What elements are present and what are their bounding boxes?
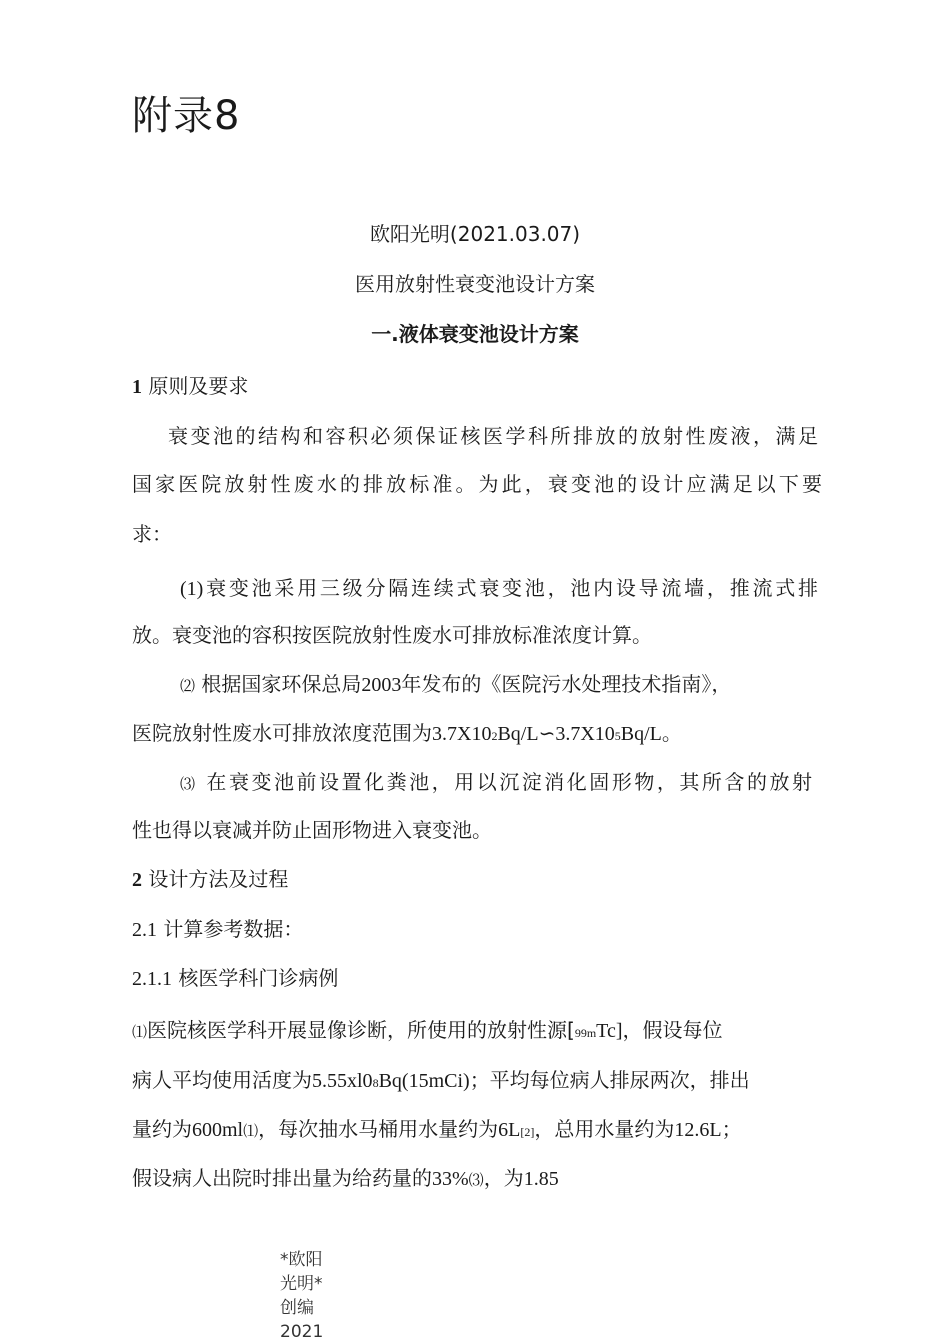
item-4-text-e: 量约为 [132,1117,192,1141]
paragraph-5-line-4 [132,1164,822,1194]
isotope-mass: 99m [574,1026,597,1040]
ref-1: ⑴ [243,1122,259,1140]
ref-3: ⑶ [468,1171,484,1189]
paragraph-1-line-2: 国家医院放射性废水的排放标准。为此，衰变池的设计应满足以下要 [132,472,822,496]
document-title: 医用放射性衰变池设计方案 [355,272,595,296]
item-4-text-d: ；平均每位病人排尿两次，排出 [469,1068,750,1092]
item-1-text: 衰变池采用三级分隔连续式衰变池，池内设导流墙，推流式排 [203,576,818,600]
paragraph-3-line-2 [132,719,822,750]
item-3-number: ⑶ [180,775,198,793]
activity-exponent: 8 [372,1076,379,1090]
activity-unit: Bq(15mCi) [378,1070,470,1092]
urine-volume: 600ml [192,1119,244,1141]
total-water: 12.6L [674,1119,722,1141]
paragraph-2-line-1 [180,574,818,603]
range-low-exponent: 2 [491,729,498,743]
heading-2 [132,865,822,894]
appendix-title: 附录8 [132,93,241,139]
item-2-number: ⑵ [180,677,196,695]
range-unit-high: Bq/L∽3.7X10 [497,723,615,745]
section-title: 一.液体衰变池设计方案 [371,322,579,346]
paragraph-4-line-1 [180,768,812,798]
item-1-number: (1) [180,578,204,600]
heading-2-label: 设计方法及过程 [148,867,289,891]
heading-2-1-1-number: 2.1.1 [132,968,172,990]
item-2-year: 2003 [361,674,402,696]
heading-2-1-1 [132,964,822,993]
item-4-text-g: ，总用水量约为 [534,1117,675,1141]
footer-note: *欧阳光明*创编2021 [280,1250,324,1342]
item-4-text-h: ； [721,1117,742,1141]
heading-2-1-1-label: 核医学科门诊病例 [178,966,339,990]
isotope-symbol: Tc] [596,1020,623,1042]
item-4-text-f: ，每次抽水马桶用水量约为 [258,1117,499,1141]
range-end: 。 [661,721,682,745]
paragraph-4-line-2: 性也得以衰减并防止固形物进入衰变池。 [132,818,492,842]
excretion-value: 1.85 [523,1168,559,1190]
flush-volume: 6L [498,1119,521,1141]
heading-2-1-label: 计算参考数据： [163,917,304,941]
item-2-text-b: 年发布的《医院污水处理技术指南》， [401,672,732,696]
ref-2: [2] [520,1125,535,1139]
paragraph-5-line-3 [132,1115,822,1146]
item-2-text-a: 根据国家环保总局 [201,672,362,696]
paragraph-5-line-1 [132,1016,820,1047]
item-4-text-c: 病人平均使用活度为 [132,1068,312,1092]
paragraph-1-line-1: 衰变池的结构和容积必须保证核医学科所排放的放射性废液，满足 [168,424,818,448]
heading-2-1-number: 2.1 [132,919,157,941]
paragraph-5-line-2 [132,1066,822,1097]
item-4-text-b: ，假设每位 [622,1018,723,1042]
activity-value: 5.55xl0 [312,1070,373,1092]
range-low-value: 3.7X10 [432,723,492,745]
item-4-number: ⑴ [132,1023,148,1041]
author-line: 欧阳光明(2021.03.07) [369,222,581,246]
heading-2-number: 2 [132,869,142,891]
paragraph-2-line-2: 放。衰变池的容积按医院放射性废水可排放标准浓度计算。 [132,623,652,647]
item-4-text-a: 医院核医学科开展显像诊断，所使用的放射性源[ [147,1018,575,1042]
paragraph-1-line-3: 求： [132,522,172,546]
range-unit: Bq/L [620,723,662,745]
heading-1-number: 1 [132,376,142,398]
item-4-text-j: ，为 [483,1166,524,1190]
heading-1 [132,372,822,401]
paragraph-3-line-1 [180,670,818,700]
heading-1-label: 原则及要求 [148,374,249,398]
excretion-percent: 33% [432,1168,469,1190]
item-2-text-c: 医院放射性废水可排放浓度范围为 [132,721,432,745]
item-3-text: 在衰变池前设置化粪池，用以沉淀消化固形物，其所含的放射 [206,770,813,794]
item-4-text-i: 假设病人出院时排出量为给药量的 [132,1166,432,1190]
range-high-exponent: 5 [614,729,621,743]
heading-2-1 [132,915,822,944]
